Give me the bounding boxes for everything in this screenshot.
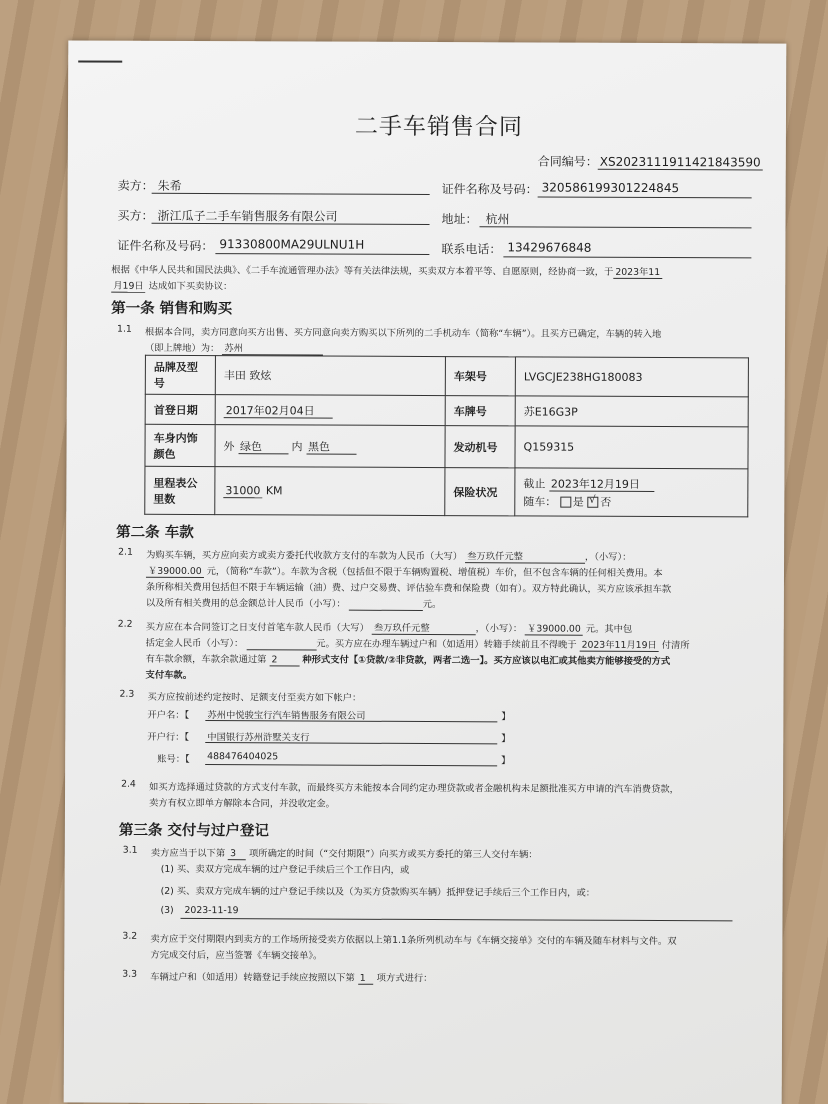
clause-2-2-deposit-blank [246,638,316,650]
buyer-phone-label: 联系电话： [441,242,502,257]
seller-id-label: 证件名称及号码： [441,182,538,197]
contract-no-label: 合同编号： [537,154,598,169]
clause-3-1-number: 3.1 [122,844,138,856]
clause-3-1-choice: 3 [228,848,246,860]
clause-1-1-number: 1.1 [117,323,132,335]
insurance-until-date: 2023年12月19日 [549,477,654,491]
clause-2-2-small-label: ，（小写）： [475,623,523,635]
clause-2-2-method: 2 [269,654,299,666]
plate-value: 苏E16G3P [515,396,748,427]
account-number: 488476404025 [207,751,279,763]
clause-2-1-total-blank [349,599,423,611]
document-title: 二手车销售合同 [354,113,524,141]
buyer-label: 买方： [117,208,154,223]
clause-2-2-text-b: 元。其中包 [585,623,633,635]
clause-2-1-text-b: 元，（简称“车款”）。车款为含税（包括但不限于车辆购置税、增值税）车价，但不包含车辆的任何相关费用。本 [206,566,663,580]
seller-id: 320586199301224845 [541,180,680,196]
clause-2-1-amount-upper: 叁万玖仟元整 [465,551,585,564]
clause-2-4-text-b: 卖方有权立即单方解除本合同，并没收定金。 [148,797,335,810]
clause-3-3-choice: 1 [358,973,374,985]
section-1-title: 第一条 销售和购买 [111,300,233,318]
yes-label: 是 [572,495,584,509]
transfer-city: 苏州 [222,343,323,355]
clause-2-2-text-g: 种形式支付【①贷款/②非贷款，两者二选一】。买方应该以电汇或其他卖方能够接受的方式 [302,654,671,668]
color-label: 车身内饰颜色 [145,424,215,466]
account-name: 苏州中悦骏宝行汽车销售服务有限公司 [207,710,366,722]
clause-2-1-text-c: 条所称相关费用包括但不限于车辆运输（油）费、过户交易费、评估验车费和保险费（如有）。双方特此确认，买方应该承担车款 [145,581,672,596]
interior-label: 内 [291,439,303,453]
clause-3-1-text-a: 卖方应当于以下第 [150,847,226,860]
vehicle-info-table [144,355,749,518]
yes-checkbox[interactable] [560,496,571,507]
intro-date-2: 月19日 [111,281,145,293]
buyer-address: 杭州 [485,212,510,227]
clause-2-2-text-d: 元。买方应在办理车辆过户和（如适用）转籍手续前且不得晚于 [316,638,577,651]
clause-3-2-text-a: 卖方应于交付期限内到卖方的工作场所接受卖方依据以上第1.1条所列机动车与《车辆交接单》交付的车辆及随车材料与文件。双 [150,933,677,948]
clause-2-1-text-a: 为购买车辆，买方应向卖方或卖方委托代收款方支付的车款为人民币（大写） [146,549,463,563]
with-car-label: 随车： [523,494,557,509]
clause-3-3-text-a: 车辆过户和（如适用）转籍登记手续应按照以下第 [150,971,355,984]
mileage-value: 31000 [223,484,262,498]
engine-label: 发动机号 [445,426,515,468]
reg-date-value: 2017年02月04日 [224,404,333,418]
clause-3-1-option-3-label: (3) [160,904,174,916]
seller-label: 卖方： [117,178,154,193]
clause-2-2-date: 2023年11月19日 [580,640,659,652]
clause-3-3-number: 3.3 [122,968,138,980]
buyer-id: 91330800MA29ULNU1H [219,237,365,252]
pen-mark [78,60,122,62]
contract-paper [64,40,787,1104]
bank-bracket: 】 [501,733,511,745]
interior-color: 黑色 [306,440,356,454]
clause-2-2-amount: ￥39000.00 [525,623,583,635]
bank-name: 中国银行苏州浒墅关支行 [207,732,310,744]
mileage-label: 里程表公里数 [145,466,215,514]
clause-3-1-option-3-date: 2023-11-19 [184,904,239,917]
bank-label: 开户行：【 [147,731,190,743]
engine-value: Q159315 [515,426,748,469]
clause-3-1-text-b: 项所确定的时间（“交付期限”）向买方或买方委托的第三人交付车辆： [248,848,538,861]
clause-2-2-amount-upper: 叁万玖仟元整 [372,623,476,635]
clause-1-1-text-2: （即上牌地）为： [144,342,220,355]
buyer-name: 浙江瓜子二手车销售服务有限公司 [157,208,338,224]
reg-date-label: 首登日期 [145,394,215,424]
exterior-color: 绿色 [238,440,288,454]
account-name-label: 开户名：【 [147,709,190,721]
account-name-bracket: 】 [501,711,511,723]
no-label: 否 [600,495,612,509]
clause-2-1-number: 2.1 [118,546,133,558]
clause-2-4-text-a: 如买方选择通过贷款的方式支付车款，而最终买方未能按本合同约定办理贷款或者金融机构未足额批准买方申请的汽车消费贷款， [149,781,680,796]
vin-label: 车架号 [445,357,515,396]
account-number-bracket: 】 [501,755,511,767]
vin-value: LVGCJE238HG180083 [515,357,748,397]
clause-2-3-text: 买方应按前述约定按时、足额支付至卖方如下帐户： [147,691,362,704]
clause-3-1-option-2: (2) 买、卖双方完成车辆的过户登记手续以及（为买方贷款购买车辆）抵押登记手续后三个工作日内，或： [160,885,596,899]
buyer-id-label: 证件名称及号码： [117,238,214,254]
clause-2-3-number: 2.3 [119,688,135,700]
clause-2-2-text-c: 括定金人民币（小写）： [145,637,244,650]
clause-2-1-text-d: 以及所有相关费用的总金额总计人民币（小写）： [145,597,346,610]
clause-2-2-number: 2.2 [117,618,133,630]
insurance-until-label: 截止 [523,476,546,491]
brand-value: 丰田 致炫 [215,356,445,396]
clause-3-3-text-b: 项方式进行： [376,972,433,985]
seller-name: 朱希 [157,178,182,193]
intro-date-1: 2023年11 [613,267,662,279]
plate-label: 车牌号 [445,396,515,426]
brand-label: 品牌及型号 [145,355,215,394]
clause-3-2-number: 3.2 [122,930,138,942]
clause-2-2-text-a: 买方应在本合同签订之日支付首笔车款人民币（大写） [145,621,369,634]
buyer-address-label: 地址： [441,212,478,227]
section-2-title: 第二条 车款 [116,524,194,541]
no-checkbox[interactable] [587,496,598,507]
insurance-label: 保险状况 [445,468,515,516]
clause-1-1-text: 根据本合同，卖方同意向买方出售、买方同意向卖方购买以下所列的二手机动车（简称“车辆”）。且买方已确定，车辆的转入地 [145,326,662,341]
intro-text: 根据《中华人民共和国民法典》、《二手车流通管理办法》等有关法律法规，买卖双方本着平等、自愿原则，经协商一致，于 [111,264,614,278]
clause-2-1-amount: ￥39000.00 [146,566,204,578]
clause-2-1-text-e: 元。 [422,598,442,611]
contract-no-value: XS2023111911421843590 [598,155,763,171]
account-number-label: 账号：【 [157,753,190,765]
clause-2-2-text-h: 支付车款。 [145,669,193,681]
clause-3-1-option-1: (1) 买、卖双方完成车辆的过户登记手续后三个工作日内，或 [160,863,410,876]
clause-3-2-text-b: 方完成交付后，应当签署《车辆交接单》。 [150,949,323,962]
clause-2-2-text-f: 有车款余额，车款余款通过第 [145,653,267,666]
intro-text-2: 达成如下买卖协议： [148,280,233,293]
clause-2-2-text-e: 付清所 [661,640,690,652]
section-3-title: 第三条 交付与过户登记 [118,822,269,840]
clause-2-4-number: 2.4 [121,778,136,790]
buyer-phone: 13429676848 [507,240,592,255]
exterior-label: 外 [223,439,235,453]
clause-2-1-small-label: ，（小写）： [584,551,632,563]
mileage-unit: KM [265,484,283,498]
